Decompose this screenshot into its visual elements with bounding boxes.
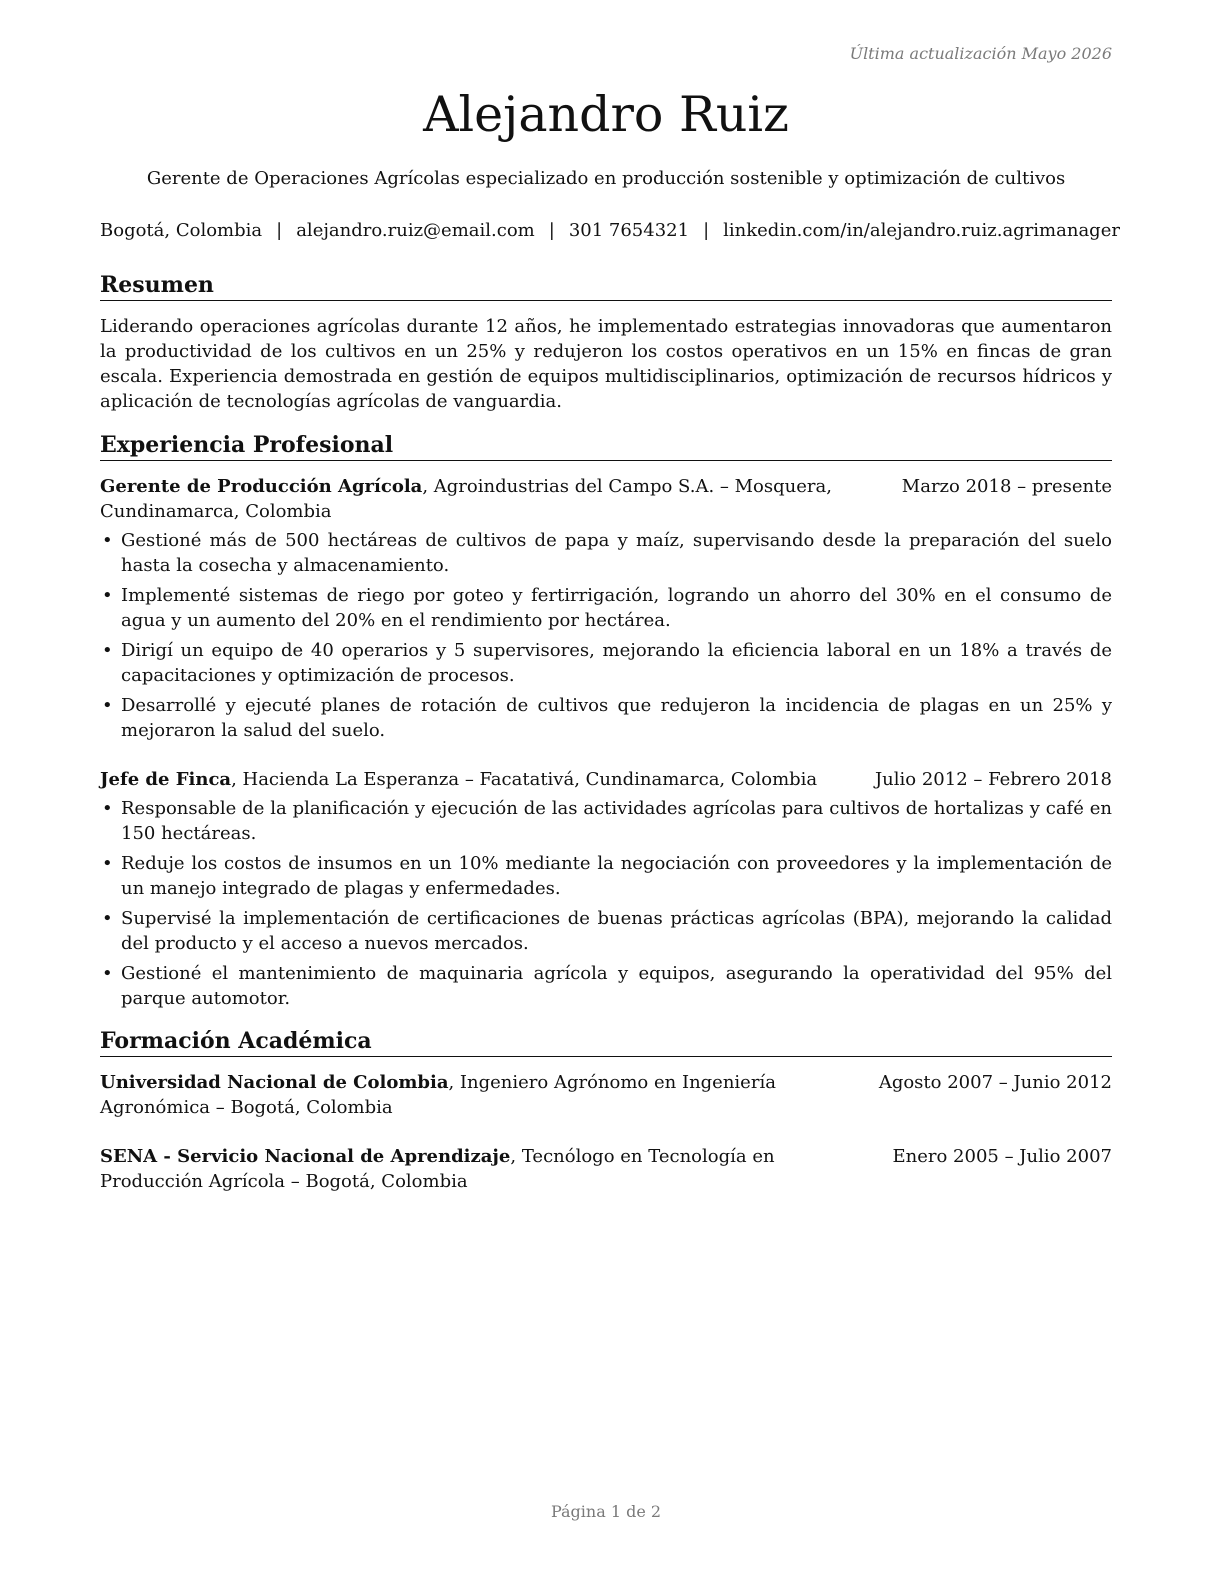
contact-email[interactable]: alejandro.ruiz@email.com xyxy=(296,220,535,241)
job-details: , Agroindustrias del Campo S.A. – Mosquera, Cundinamarca, Colombia xyxy=(100,476,832,522)
job-bullets xyxy=(100,796,1112,1011)
job-details: , Hacienda La Esperanza – Facatativá, Cundinamarca, Colombia xyxy=(231,769,818,790)
list-item: • Implementé sistemas de riego por goteo y fertirrigación, logrando un ahorro del 30% en el consumo de agua y un aumento del 20% en el rendimiento por hectárea. xyxy=(100,583,1112,633)
education-entry xyxy=(100,1070,1112,1120)
contact-linkedin[interactable]: linkedin.com/in/alejandro.ruiz.agrimanager xyxy=(723,220,1120,241)
section-title-experience: Experiencia Profesional xyxy=(100,431,1112,461)
list-item: • Gestioné el mantenimiento de maquinaria agrícola y equipos, asegurando la operatividad del 95% del parque automotor. xyxy=(100,961,1112,1011)
list-item: • Responsable de la planificación y ejecución de las actividades agrícolas para cultivos de hortalizas y café en 150 hectáreas. xyxy=(100,796,1112,846)
job-dates: Marzo 2018 – presente xyxy=(901,476,1112,497)
contact-phone: 301 7654321 xyxy=(568,220,690,241)
contact-separator: | xyxy=(276,220,283,241)
job-bullets xyxy=(100,528,1112,743)
last-updated: Última actualización Mayo 2026 xyxy=(849,44,1112,63)
contact-line xyxy=(100,220,1120,241)
resume-page xyxy=(100,0,1120,1584)
section-title-summary: Resumen xyxy=(100,271,1112,301)
headline: Gerente de Operaciones Agrícolas especializado en producción sostenible y optimización de cultivos xyxy=(146,168,1066,189)
contact-location: Bogotá, Colombia xyxy=(100,220,263,241)
education-dates: Enero 2005 – Julio 2007 xyxy=(892,1146,1112,1167)
list-item: • Reduje los costos de insumos en un 10% mediante la negociación con proveedores y la implementación de un manejo integrado de plagas y enfermedades. xyxy=(100,851,1112,901)
contact-separator: | xyxy=(703,220,710,241)
job-header xyxy=(100,767,1112,792)
contact-separator: | xyxy=(548,220,555,241)
education-dates: Agosto 2007 – Junio 2012 xyxy=(878,1072,1112,1093)
job-entry xyxy=(100,474,1112,748)
page-number: Página 1 de 2 xyxy=(550,1502,662,1521)
education-institution: Universidad Nacional de Colombia xyxy=(100,1072,449,1093)
list-item: • Gestioné más de 500 hectáreas de cultivos de papa y maíz, supervisando desde la preparación del suelo hasta la cosecha y almacenamiento. xyxy=(100,528,1112,578)
education-entry xyxy=(100,1144,1112,1194)
list-item: • Supervisé la implementación de certificaciones de buenas prácticas agrícolas (BPA), mejorando la calidad del producto y el acceso a nuevos mercados. xyxy=(100,906,1112,956)
job-role: Jefe de Finca xyxy=(100,769,232,790)
education-header xyxy=(100,1070,1112,1120)
section-title-education: Formación Académica xyxy=(100,1027,1112,1057)
education-details: , Tecnólogo en Tecnología en Producción Agrícola – Bogotá, Colombia xyxy=(100,1146,775,1192)
job-header xyxy=(100,474,1112,524)
job-dates: Julio 2012 – Febrero 2018 xyxy=(874,769,1112,790)
job-role: Gerente de Producción Agrícola xyxy=(100,476,423,497)
education-details: , Ingeniero Agrónomo en Ingeniería Agronómica – Bogotá, Colombia xyxy=(100,1072,776,1118)
summary-text: Liderando operaciones agrícolas durante 12 años, he implementado estrategias innovadoras que aumentaron la productividad de los cultivos en un 25% y redujeron los costos operativos en un 15% en fincas de gran escala. Experiencia demostrada en gestión de equipos multidisciplinarios, optimización de recursos hídricos y aplicación de tecnologías agrícolas de vanguardia. xyxy=(100,316,1112,412)
list-item: • Dirigí un equipo de 40 operarios y 5 supervisores, mejorando la eficiencia laboral en un 18% a través de capacitaciones y optimización de procesos. xyxy=(100,638,1112,688)
education-header xyxy=(100,1144,1112,1194)
education-institution: SENA - Servicio Nacional de Aprendizaje xyxy=(100,1146,511,1167)
job-entry xyxy=(100,767,1112,1016)
list-item: • Desarrollé y ejecuté planes de rotación de cultivos que redujeron la incidencia de plagas en un 25% y mejoraron la salud del suelo. xyxy=(100,693,1112,743)
candidate-name: Alejandro Ruiz xyxy=(423,86,789,143)
